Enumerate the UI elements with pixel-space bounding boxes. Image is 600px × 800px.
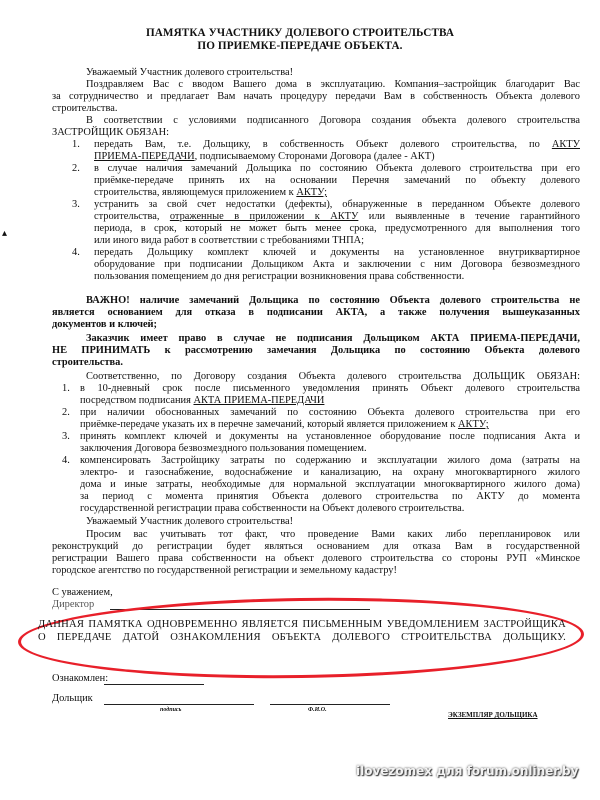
name-line [270, 704, 390, 705]
shareholder-item-3-number: 3. [62, 431, 70, 442]
director-label: Директор [52, 599, 95, 610]
document-title-line-1: ПАМЯТКА УЧАСТНИКУ ДОЛЕВОГО СТРОИТЕЛЬСТВА [145, 27, 455, 39]
developer-item-1-line-2 [94, 151, 435, 163]
watermark: ilovezomex для forum.onliner.by [356, 764, 579, 778]
shareholder-item-1-line-1: в 10-дневный срок после письменного уведомления принять Объект долевого строительства [80, 383, 580, 394]
developer-item-1-act-underlined: ПРИЕМА-ПЕРЕДАЧИ [94, 151, 195, 162]
intro-line-1: Поздравляем Вас с вводом Вашего дома в эксплуатацию. Компания–застройщик благодарит Вас [86, 79, 580, 90]
document-title-line-2: ПО ПРИЕМКЕ-ПЕРЕДАЧЕ ОБЪЕКТА. [197, 40, 403, 52]
shareholder-item-2-text: приёмке-передаче указать их в перечне замечаний, который является приложением к [80, 419, 459, 430]
developer-item-1-number: 1. [72, 139, 80, 150]
margin-mark: ▴ [2, 228, 8, 239]
shareholder-item-3-line-2: заключения Договора безвозмездного пользования помещением. [80, 443, 367, 454]
shareholder-item-2-number: 2. [62, 407, 70, 418]
developer-item-3-underlined: отраженные в приложении к АКТУ [169, 211, 359, 222]
shareholder-item-2-act-underlined: АКТУ; [458, 419, 489, 430]
consider-line-4: городское агентство по государственной регистрации и земельному кадастру! [52, 565, 397, 576]
developer-item-2-act-underlined: АКТУ; [296, 187, 327, 198]
shareholder-item-3-line-1: принять комплект ключей и документы на установленное оборудование после подписания Акта и [80, 431, 580, 442]
shareholder-item-1-line-2 [80, 395, 324, 407]
important-line-1: ВАЖНО! наличие замечаний Дольщика по состоянию Объекта долевого строительства не [86, 295, 580, 306]
developer-intro-line-1: В соответствии с условиями подписанного Договора создания объекта долевого строительства [86, 115, 580, 126]
shareholder-item-1-act-underlined: АКТА ПРИЕМА-ПЕРЕДАЧИ [193, 395, 325, 406]
consider-line-1: Просим вас учитывать тот факт, что проведение Вами каких либо перепланировок или [86, 529, 580, 540]
developer-item-3-line-4: или иного вида работ в соответствии с требованиями ТНПА; [94, 235, 365, 246]
name-caption: Ф.И.О. [308, 707, 327, 713]
developer-item-4-line-2: оборудование при подписании Дольщиком Акта и заключении с ним Договора безвозмездного [94, 259, 580, 270]
developer-item-2-text-end: строительства, являющемуся приложением к [94, 187, 297, 198]
copy-label: ЭКЗЕМПЛЯР ДОЛЬЩИКА [448, 711, 538, 719]
shareholder-item-2-line-1: при наличии обоснованных замечаний по состоянию Объекта долевого строительства при его [80, 407, 580, 418]
shareholder-item-1-number: 1. [62, 383, 70, 394]
developer-item-3-text: строительства, [94, 211, 170, 222]
shareholder-intro: Соответственно, по Договору создания Объекта долевого строительства ДОЛЬЩИК ОБЯЗАН: [86, 371, 580, 382]
developer-item-4-line-3: пользования помещением до дня регистрации возникновения права собственности. [94, 271, 465, 282]
developer-item-1-line-1 [94, 139, 580, 151]
notice-content: ДАННАЯ ПАМЯТКА ОДНОВРЕМЕННО ЯВЛЯЕТСЯ ПИСЬМЕННЫМ УВЕДОМЛЕНИЕМ ЗАСТРОЙЩИКА О ПЕРЕДАЧЕ ДАТОЙ ОЗНАКОМЛЕНИЯ ОБЪЕКТА ДОЛЕВОГО СТРОИТЕЛЬСТВА ДОЛЬЩИКУ. [38, 619, 566, 643]
developer-item-2-line-2: приёмке-передаче принять их на основании Перечня замечаний по объекту долевого [94, 175, 580, 186]
developer-item-4-line-1: передать Дольщику комплект ключей и документы на установленное внутриквартирное [94, 247, 580, 258]
signature-line [104, 704, 254, 705]
shareholder-item-4-line-1: компенсировать Застройщику затраты по содержанию и эксплуатации жилого дома (затраты на [80, 455, 580, 466]
developer-item-3-line-2 [94, 211, 580, 223]
developer-item-1-text-end: , подписываемому Сторонами Договора (далее - АКТ) [194, 151, 435, 162]
acquainted-label: Ознакомлен: [52, 673, 109, 684]
developer-item-2-line-1: в случае наличия замечаний Дольщика по состоянию Объекта долевого строительства при его [94, 163, 580, 174]
shareholder-item-4-line-5: государственной регистрации права собственности на Объект долевого строительства. [80, 503, 465, 514]
important-line-3: документов и ключей; [52, 319, 158, 330]
consider-line-2: реконструкций до регистрации будет являться основанием для отказа Вам в государственной [52, 541, 580, 552]
customer-right-line-1: Заказчик имеет право в случае не подписания Дольщиком АКТА ПРИЕМА-ПЕРЕДАЧИ, [86, 333, 580, 344]
greeting-2: Уважаемый Участник долевого строительства! [86, 516, 294, 527]
developer-intro-line-2: ЗАСТРОЙЩИК ОБЯЗАН: [52, 127, 170, 138]
intro-line-2: за сотрудничество и предлагает Вам начать процедуру передачи Вам в собственность Объекта долевого [52, 91, 580, 102]
developer-item-3-line-1: устранить за свой счет недостатки (дефекты), обнаруженные в переданном Объекте долевого [94, 199, 580, 210]
greeting: Уважаемый Участник долевого строительства! [86, 67, 294, 78]
customer-right-line-3: строительства. [52, 357, 123, 368]
developer-item-3-number: 3. [72, 199, 80, 210]
developer-item-1-text: передать Вам, т.е. Дольщику, в собственность Объект долевого строительства, по [94, 139, 552, 150]
developer-item-2-line-3 [94, 187, 327, 199]
important-line-2: является основанием для отказа в подписании АКТА, а также получения вышеуказанных [52, 307, 580, 318]
shareholder-item-4-line-4: за период с момента принятия Объекта долевого строительства по АКТУ до момента [80, 491, 580, 502]
regards: С уважением, [52, 587, 113, 598]
intro-line-3: строительства. [52, 103, 118, 114]
developer-item-1-act-link: АКТУ [551, 139, 580, 150]
shareholder-item-4-line-2: электро- и газоснабжение, водоснабжение и канализацию, на охрану многоквартирного жилого [80, 467, 580, 478]
shareholder-label: Дольщик [52, 693, 93, 704]
customer-right-line-2: НЕ ПРИНИМАТЬ к рассмотрению замечания Дольщика по состоянию Объекта долевого [52, 345, 580, 356]
developer-item-4-number: 4. [72, 247, 80, 258]
acquainted-line [104, 684, 204, 685]
developer-item-3-line-3: периода, в срок, который не может быть менее срока, предусмотренного для выполнения того [94, 223, 580, 234]
notice-text [38, 618, 566, 644]
shareholder-item-1-text: посредством подписания [80, 395, 194, 406]
shareholder-item-4-line-3: дома и иные затраты, необходимые для нормальной эксплуатации многоквартирного жилого дома) [80, 479, 580, 490]
developer-item-3-text-mid: или выявленные в течение гарантийного [358, 211, 580, 222]
developer-item-2-number: 2. [72, 163, 80, 174]
consider-line-3: регистрации Вашего права собственности на объект долевого строительства со стороны РУП «Минское [52, 553, 580, 564]
shareholder-item-2-line-2 [80, 419, 489, 431]
shareholder-item-4-number: 4. [62, 455, 70, 466]
signature-caption: подпись [160, 707, 182, 713]
